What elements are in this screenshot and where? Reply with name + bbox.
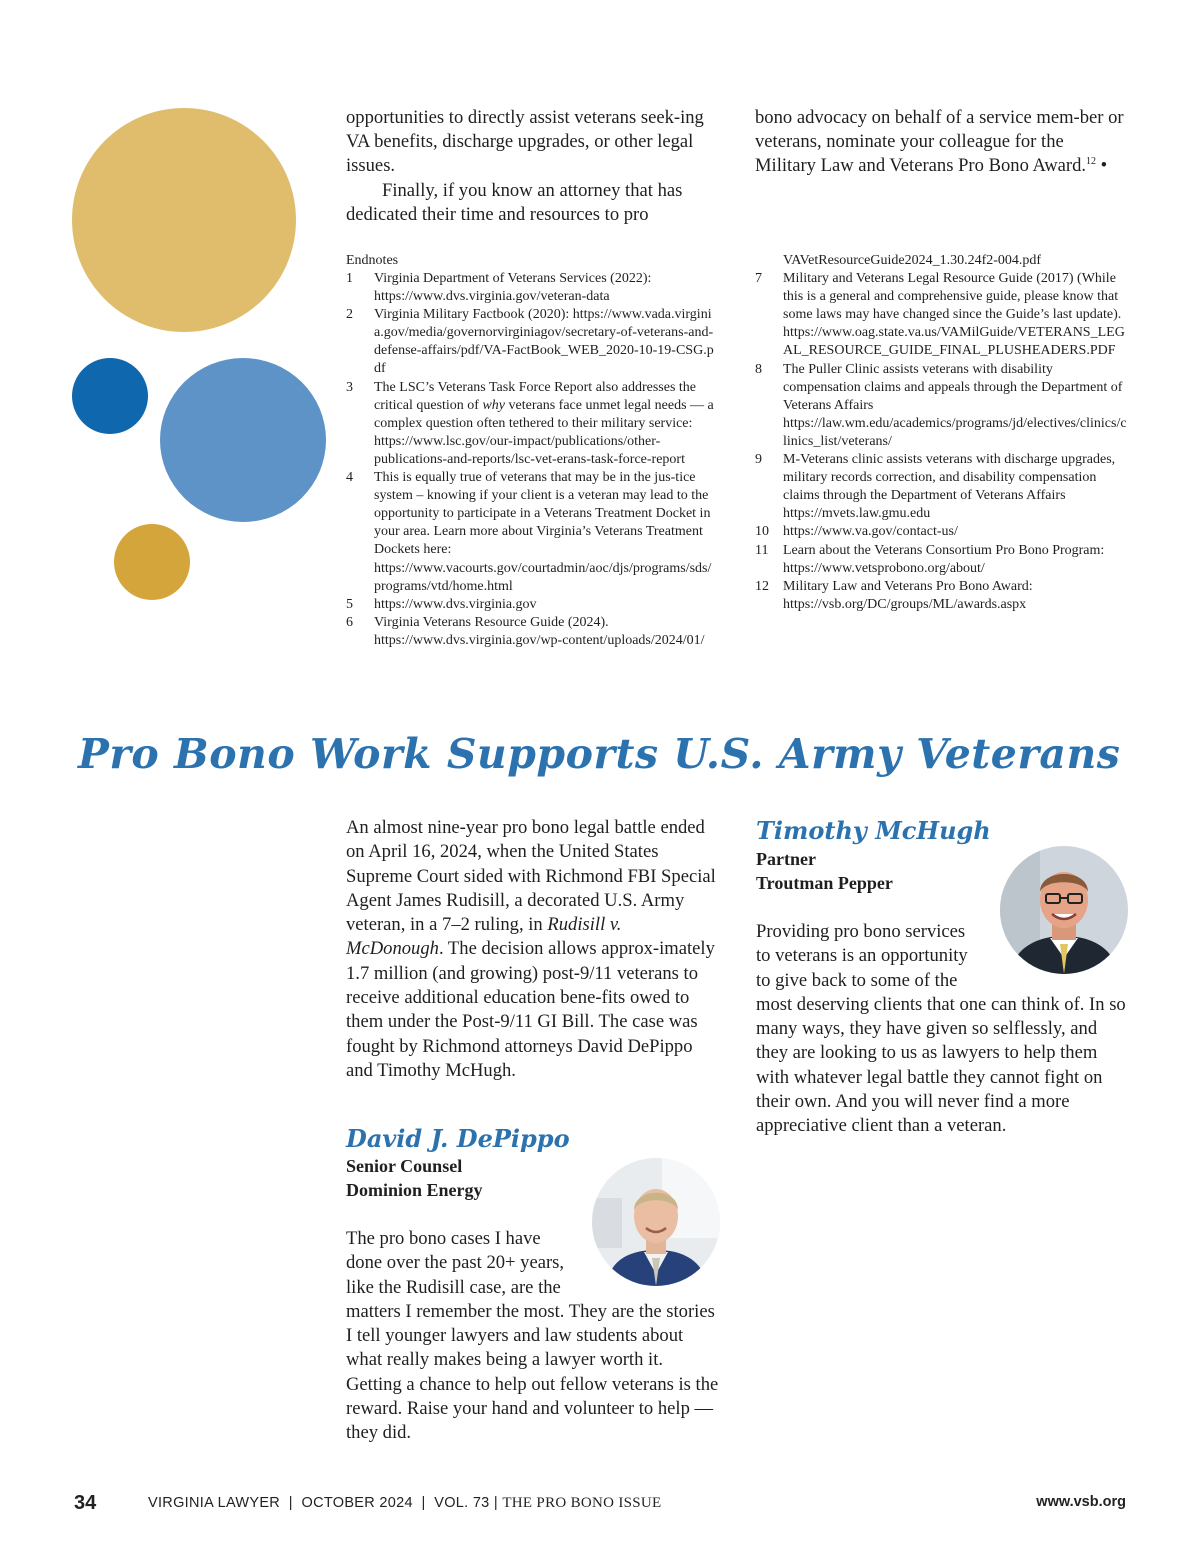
- endnote-text: Military Law and Veterans Pro Bono Award: https://vsb.org/DC/groups/ML/awards.aspx: [783, 578, 1033, 612]
- mchugh-name: Timothy McHugh: [756, 816, 991, 845]
- publication-name: VIRGINIA LAWYER: [148, 1495, 281, 1511]
- volume: VOL. 73: [434, 1495, 490, 1511]
- end-mark: •: [1096, 155, 1108, 177]
- endnote-text: [374, 379, 718, 469]
- intro-text: . The decision allows approx-imately 1.7 million (and growing) post-9/11 veterans to receive additional education bene-fits owed to them under the Post-9/11 GI Bill. The case was fought by Richmond attorneys David DePippo and Timothy McHugh.: [346, 938, 715, 1081]
- endnote-item: [346, 596, 718, 614]
- endnote-text-part: veterans face unmet legal needs — a complex question often tethered to their military service: https://www.lsc.gov/our-impact/publications/other-publications-and-reports/lsc-vet-erans-task-force-report: [374, 397, 714, 467]
- endnote-item: [755, 542, 1127, 578]
- quote-line: like the Rudisill case, are the: [346, 1276, 561, 1298]
- endnote-item: [346, 469, 718, 596]
- depippo-org: Dominion Energy: [346, 1180, 483, 1200]
- quote-line: to veterans is an opportunity: [756, 945, 968, 967]
- endnote-item: [755, 361, 1127, 451]
- endnote-number: 8: [755, 361, 762, 377]
- quote-line: matters I remember the most. They are the stories I tell younger lawyers and law students about what really makes being a lawyer worth it. Getting a chance to help out fellow veterans is the reward. Raise your hand and volunteer to help — they did.: [346, 1300, 719, 1444]
- mchugh-org: Troutman Pepper: [756, 873, 893, 893]
- endnote-number: 12: [755, 578, 769, 594]
- endnote-number: 3: [346, 379, 353, 395]
- website-link[interactable]: www.vsb.org: [1036, 1494, 1126, 1510]
- endnote-item: [346, 379, 718, 469]
- case-name: Rudisill v. McDonough: [346, 914, 622, 960]
- running-footer: [148, 1495, 662, 1512]
- body-text: bono advocacy on behalf of a service mem-ber or veterans, nominate your colleague for the Military Law and Veterans Pro Bono Award.: [755, 107, 1124, 177]
- endnote-ref: 12: [1086, 156, 1097, 168]
- decorative-circle-large-gold: [72, 108, 296, 332]
- depippo-title: Senior Counsel: [346, 1156, 463, 1176]
- endnote-emphasis: why: [482, 397, 506, 413]
- article-intro: [346, 816, 718, 1083]
- endnote-text: https://www.dvs.virginia.gov: [374, 596, 537, 612]
- endnote-continuation: VAVetResourceGuide2024_1.30.24f2-004.pdf: [783, 253, 1042, 268]
- endnote-number: 7: [755, 271, 762, 287]
- endnote-item: [346, 306, 718, 378]
- endnote-item: [346, 270, 718, 306]
- endnotes-right: [755, 252, 1127, 614]
- decorative-circle-large-blue: [160, 358, 326, 522]
- body-paragraph: [755, 106, 1125, 179]
- decorative-circle-small-gold: [114, 524, 190, 600]
- endnote-number: 4: [346, 470, 353, 486]
- quote-line: most deserving clients that one can think of. In so many ways, they have given so selflessly, and they are looking to us as lawyers to help them with whatever legal battle they cannot fight on their own. And you will never find a more appreciative client than a veteran.: [756, 993, 1126, 1137]
- endnotes-left: [346, 252, 718, 650]
- endnote-text: The Puller Clinic assists veterans with disability compensation claims and appeals through the Department of Veterans Affairs https://law.wm.edu/academics/programs/jd/electives/clinics/clinics_list/veterans/: [783, 361, 1127, 449]
- mchugh-quote: [756, 920, 1128, 1139]
- endnote-text: Learn about the Veterans Consortium Pro Bono Program: https://www.vetsprobono.org/about/: [783, 542, 1105, 576]
- endnote-item: [755, 578, 1127, 614]
- endnote-number: 9: [755, 452, 762, 468]
- endnote-item: [346, 614, 718, 650]
- body-paragraph: opportunities to directly assist veterans seek-ing VA benefits, discharge upgrades, or other legal issues.: [346, 107, 704, 177]
- intro-paragraph: [346, 816, 718, 1083]
- issue-date: OCTOBER 2024: [301, 1495, 413, 1511]
- endnote-text: M-Veterans clinic assists veterans with discharge upgrades, military records correction, and disability compensation claims through the Department of Veterans Affairs https://mvets.law.gmu.edu: [783, 452, 1116, 522]
- endnote-text: Virginia Department of Veterans Services (2022): https://www.dvs.virginia.gov/veteran-data: [374, 271, 652, 305]
- quote-line: Providing pro bono services: [756, 921, 966, 942]
- endnote-text: https://www.va.gov/contact-us/: [783, 524, 958, 540]
- endnote-number: 11: [755, 542, 769, 558]
- endnote-text: Virginia Veterans Resource Guide (2024). https://www.dvs.virginia.gov/wp-content/uploads/2024/01/: [374, 614, 705, 648]
- endnote-number: 10: [755, 524, 769, 540]
- section-heading: Pro Bono Work Supports U.S. Army Veterans: [78, 730, 1121, 778]
- endnote-text-part: The LSC’s Veterans Task Force Report also addresses the critical question of: [374, 379, 696, 413]
- endnote-number: 6: [346, 614, 353, 630]
- intro-text: An almost nine-year pro bono legal battle ended on April 16, 2024, when the United States Supreme Court sided with Richmond FBI Special Agent James Rudisill, a decorated U.S. Army veteran, in a 7–2 ruling, in: [346, 817, 716, 936]
- body-paragraph: Finally, if you know an attorney that has dedicated their time and resources to pro: [346, 179, 683, 225]
- endnote-item: [755, 523, 1127, 541]
- endnote-number: 5: [346, 596, 353, 612]
- endnote-text: This is equally true of veterans that may be in the jus-tice system – knowing if your client is a veteran may lead to the opportunity to participate in a Veterans Treatment Docket in your area. Learn more about Virginia’s Veterans Treatment Dockets here: https://www.vacourts.gov/courtadmin/aoc/djs/programs/sds/programs/vtd/home.html: [374, 470, 712, 594]
- endnote-text: Military and Veterans Legal Resource Guide (2017) (While this is a general and comprehensive guide, please know that some laws may have changed since the Guide’s last update). https://www.oag.state.va.us/VAMilGuide/VETERANS_LEGAL_RESOURCE_GUIDE_FINAL_PLUSHEADERS.PDF: [783, 271, 1125, 359]
- endnote-text: Virginia Military Factbook (2020): https://www.vada.virginia.gov/media/governorvirginiagov/secretary-of-veterans-and-defense-affairs/pdf/VA-FactBook_WEB_2020-10-19-CSG.pdf: [374, 307, 714, 377]
- quote-line: The pro bono cases I have: [346, 1228, 541, 1249]
- endnote-number: 1: [346, 271, 353, 286]
- decorative-circle-small-blue: [72, 358, 148, 434]
- depippo-name: David J. DePippo: [346, 1124, 570, 1153]
- body-column-left: [346, 106, 716, 227]
- endnote-item: [755, 270, 1127, 360]
- footer-separator: |: [493, 1495, 498, 1511]
- quote-line: done over the past 20+ years,: [346, 1252, 565, 1274]
- depippo-quote: [346, 1227, 720, 1446]
- mchugh-title: Partner: [756, 849, 816, 869]
- body-column-right: [755, 106, 1125, 179]
- footer-separator: |: [421, 1495, 426, 1511]
- endnotes-title: Endnotes: [346, 253, 399, 268]
- quote-line: to give back to some of the: [756, 969, 958, 991]
- footer-separator: |: [288, 1495, 293, 1511]
- issue-name: THE PRO BONO ISSUE: [502, 1495, 662, 1511]
- endnote-number: 2: [346, 307, 353, 323]
- page-number: 34: [74, 1492, 97, 1514]
- endnote-item: [755, 451, 1127, 523]
